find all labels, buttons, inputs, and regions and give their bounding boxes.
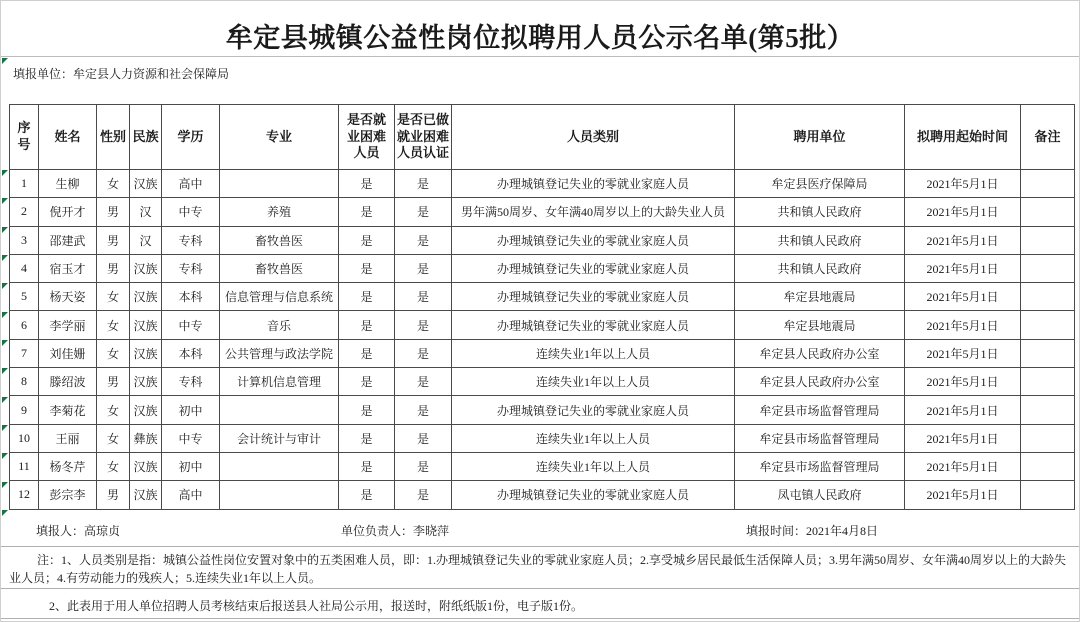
cell-is-certified: 是	[395, 396, 452, 424]
cell-education: 高中	[162, 481, 220, 509]
header-gender: 性别	[97, 105, 130, 170]
cell-is-certified: 是	[395, 368, 452, 396]
cell-remark	[1021, 226, 1075, 254]
cell-start-date: 2021年5月1日	[905, 283, 1021, 311]
cell-category: 连续失业1年以上人员	[452, 424, 735, 452]
cell-start-date: 2021年5月1日	[905, 311, 1021, 339]
cell-employer: 牟定县市场监督管理局	[735, 452, 905, 480]
table-row	[10, 368, 1075, 396]
cell-remark	[1021, 368, 1075, 396]
cell-is-difficulty: 是	[339, 452, 395, 480]
cell-employer: 共和镇人民政府	[735, 198, 905, 226]
cell-employer: 共和镇人民政府	[735, 226, 905, 254]
cell-remark	[1021, 452, 1075, 480]
cell-employer: 牟定县人民政府办公室	[735, 368, 905, 396]
cell-is-difficulty: 是	[339, 424, 395, 452]
cell-name: 杨冬芹	[39, 452, 97, 480]
cell-name: 彭宗李	[39, 481, 97, 509]
cell-name: 李菊花	[39, 396, 97, 424]
cell-remark	[1021, 481, 1075, 509]
table-row	[10, 339, 1075, 367]
cell-name: 李学丽	[39, 311, 97, 339]
cell-major	[220, 396, 339, 424]
cell-is-certified: 是	[395, 424, 452, 452]
table-row	[10, 198, 1075, 226]
cell-index: 2	[10, 198, 39, 226]
cell-gender: 男	[97, 226, 130, 254]
cell-major: 养殖	[220, 198, 339, 226]
cell-ethnicity: 汉族	[130, 396, 162, 424]
cell-ethnicity: 汉族	[130, 170, 162, 198]
cell-employer: 牟定县人民政府办公室	[735, 339, 905, 367]
header-is-certified: 是否已做就业困难人员认证	[395, 105, 452, 170]
cell-index: 9	[10, 396, 39, 424]
cell-name: 生柳	[39, 170, 97, 198]
cell-is-certified: 是	[395, 170, 452, 198]
cell-is-difficulty: 是	[339, 283, 395, 311]
cell-ethnicity: 汉族	[130, 339, 162, 367]
cell-major: 会计统计与审计	[220, 424, 339, 452]
cell-is-difficulty: 是	[339, 396, 395, 424]
excel-flag-icon	[2, 312, 8, 318]
cell-employer: 牟定县地震局	[735, 283, 905, 311]
cell-education: 本科	[162, 339, 220, 367]
cell-category: 办理城镇登记失业的零就业家庭人员	[452, 226, 735, 254]
cell-start-date: 2021年5月1日	[905, 368, 1021, 396]
excel-flag-icon	[2, 255, 8, 261]
cell-gender: 女	[97, 311, 130, 339]
cell-is-difficulty: 是	[339, 254, 395, 282]
cell-major: 音乐	[220, 311, 339, 339]
cell-start-date: 2021年5月1日	[905, 226, 1021, 254]
cell-category: 男年满50周岁、女年满40周岁以上的大龄失业人员	[452, 198, 735, 226]
cell-index: 10	[10, 424, 39, 452]
report-unit-label: 填报单位：牟定县人力资源和社会保障局	[13, 67, 230, 81]
excel-flag-icon	[2, 340, 8, 346]
cell-index: 3	[10, 226, 39, 254]
note-2: 2、此表用于用人单位招聘人员考核结束后报送县人社局公示用，报送时，附纸纸版1份，电子版1份。	[1, 589, 1080, 619]
cell-major	[220, 170, 339, 198]
header-row	[10, 105, 1075, 170]
cell-is-certified: 是	[395, 283, 452, 311]
cell-is-certified: 是	[395, 198, 452, 226]
cell-is-difficulty: 是	[339, 481, 395, 509]
table-row	[10, 254, 1075, 282]
cell-category: 办理城镇登记失业的零就业家庭人员	[452, 481, 735, 509]
cell-education: 中专	[162, 424, 220, 452]
excel-flag-icon	[2, 198, 8, 204]
cell-category: 办理城镇登记失业的零就业家庭人员	[452, 170, 735, 198]
cell-major	[220, 452, 339, 480]
cell-employer: 牟定县市场监督管理局	[735, 424, 905, 452]
cell-is-certified: 是	[395, 226, 452, 254]
cell-is-certified: 是	[395, 254, 452, 282]
cell-index: 11	[10, 452, 39, 480]
cell-index: 6	[10, 311, 39, 339]
cell-category: 办理城镇登记失业的零就业家庭人员	[452, 254, 735, 282]
cell-category: 连续失业1年以上人员	[452, 339, 735, 367]
cell-start-date: 2021年5月1日	[905, 339, 1021, 367]
cell-name: 倪开才	[39, 198, 97, 226]
cell-education: 专科	[162, 226, 220, 254]
cell-ethnicity: 彝族	[130, 424, 162, 452]
cell-major: 信息管理与信息系统	[220, 283, 339, 311]
cell-name: 滕绍波	[39, 368, 97, 396]
header-index: 序号	[10, 105, 39, 170]
cell-ethnicity: 汉族	[130, 283, 162, 311]
cell-ethnicity: 汉族	[130, 481, 162, 509]
header-name: 姓名	[39, 105, 97, 170]
cell-gender: 男	[97, 368, 130, 396]
header-employer: 聘用单位	[735, 105, 905, 170]
cell-remark	[1021, 198, 1075, 226]
header-major: 专业	[220, 105, 339, 170]
cell-index: 5	[10, 283, 39, 311]
table-row	[10, 170, 1075, 198]
cell-education: 高中	[162, 170, 220, 198]
cell-gender: 男	[97, 254, 130, 282]
cell-education: 初中	[162, 396, 220, 424]
cell-name: 王丽	[39, 424, 97, 452]
cell-major: 公共管理与政法学院	[220, 339, 339, 367]
cell-is-difficulty: 是	[339, 368, 395, 396]
cell-employer: 凤屯镇人民政府	[735, 481, 905, 509]
header-is-difficulty: 是否就业困难人员	[339, 105, 395, 170]
cell-gender: 女	[97, 283, 130, 311]
table-row	[10, 311, 1075, 339]
cell-start-date: 2021年5月1日	[905, 170, 1021, 198]
cell-remark	[1021, 339, 1075, 367]
table-row	[10, 481, 1075, 509]
cell-ethnicity: 汉族	[130, 311, 162, 339]
excel-flag-icon	[2, 397, 8, 403]
cell-education: 专科	[162, 368, 220, 396]
header-category: 人员类别	[452, 105, 735, 170]
cell-index: 12	[10, 481, 39, 509]
table-row	[10, 226, 1075, 254]
cell-is-difficulty: 是	[339, 226, 395, 254]
table-row	[10, 283, 1075, 311]
cell-is-certified: 是	[395, 481, 452, 509]
cell-is-difficulty: 是	[339, 198, 395, 226]
page-title: 牟定县城镇公益性岗位拟聘用人员公示名单(第5批）	[225, 23, 855, 53]
note-1: 注：1、人员类别是指：城镇公益性岗位安置对象中的五类困难人员，即：1.办理城镇登记失业的零就业家庭人员；2.享受城乡居民最低生活保障人员；3.男年满50周岁、女年满40周岁以上的大龄失业人员；4.有劳动能力的残疾人；5.连续失业1年以上人员。	[1, 547, 1080, 589]
cell-education: 中专	[162, 311, 220, 339]
filler-label: 填报人：高琼贞	[36, 524, 121, 538]
cell-index: 4	[10, 254, 39, 282]
cell-gender: 女	[97, 452, 130, 480]
cell-gender: 女	[97, 424, 130, 452]
cell-is-certified: 是	[395, 311, 452, 339]
cell-ethnicity: 汉族	[130, 452, 162, 480]
cell-gender: 女	[97, 170, 130, 198]
unit-head-label: 单位负责人：李晓萍	[341, 524, 450, 538]
cell-major: 畜牧兽医	[220, 226, 339, 254]
cell-education: 本科	[162, 283, 220, 311]
cell-gender: 女	[97, 339, 130, 367]
cell-start-date: 2021年5月1日	[905, 424, 1021, 452]
cell-start-date: 2021年5月1日	[905, 396, 1021, 424]
title-divider	[1, 56, 1079, 57]
excel-flag-icon	[2, 283, 8, 289]
cell-remark	[1021, 170, 1075, 198]
cell-index: 8	[10, 368, 39, 396]
cell-name: 刘佳姗	[39, 339, 97, 367]
excel-flag-icon	[2, 425, 8, 431]
cell-start-date: 2021年5月1日	[905, 254, 1021, 282]
cell-education: 初中	[162, 452, 220, 480]
cell-category: 办理城镇登记失业的零就业家庭人员	[452, 311, 735, 339]
table-row	[10, 396, 1075, 424]
cell-employer: 牟定县市场监督管理局	[735, 396, 905, 424]
table-row	[10, 424, 1075, 452]
cell-employer: 牟定县医疗保障局	[735, 170, 905, 198]
cell-remark	[1021, 424, 1075, 452]
cell-name: 宿玉才	[39, 254, 97, 282]
cell-major	[220, 481, 339, 509]
cell-major: 计算机信息管理	[220, 368, 339, 396]
header-start-date: 拟聘用起始时间	[905, 105, 1021, 170]
cell-gender: 女	[97, 396, 130, 424]
excel-flag-icon	[2, 368, 8, 374]
cell-is-difficulty: 是	[339, 170, 395, 198]
report-time-label: 填报时间：2021年4月8日	[746, 524, 879, 538]
cell-ethnicity: 汉族	[130, 368, 162, 396]
header-remark: 备注	[1021, 105, 1075, 170]
roster-table	[9, 104, 1075, 510]
excel-flag-icon	[2, 227, 8, 233]
cell-name: 杨天姿	[39, 283, 97, 311]
cell-remark	[1021, 254, 1075, 282]
cell-start-date: 2021年5月1日	[905, 452, 1021, 480]
cell-index: 1	[10, 170, 39, 198]
cell-major: 畜牧兽医	[220, 254, 339, 282]
cell-category: 连续失业1年以上人员	[452, 368, 735, 396]
cell-category: 办理城镇登记失业的零就业家庭人员	[452, 396, 735, 424]
cell-is-difficulty: 是	[339, 339, 395, 367]
cell-category: 连续失业1年以上人员	[452, 452, 735, 480]
cell-remark	[1021, 396, 1075, 424]
cell-education: 中专	[162, 198, 220, 226]
excel-flag-icon	[2, 170, 8, 176]
table-row	[10, 452, 1075, 480]
cell-ethnicity: 汉	[130, 226, 162, 254]
cell-employer: 共和镇人民政府	[735, 254, 905, 282]
excel-flag-icon	[2, 58, 8, 64]
excel-flag-icon	[2, 453, 8, 459]
cell-education: 专科	[162, 254, 220, 282]
cell-ethnicity: 汉族	[130, 254, 162, 282]
cell-index: 7	[10, 339, 39, 367]
cell-remark	[1021, 283, 1075, 311]
signature-row	[1, 509, 1080, 547]
cell-employer: 牟定县地震局	[735, 311, 905, 339]
cell-name: 邵建武	[39, 226, 97, 254]
cell-is-certified: 是	[395, 452, 452, 480]
header-ethnicity: 民族	[130, 105, 162, 170]
cell-remark	[1021, 311, 1075, 339]
cell-is-difficulty: 是	[339, 311, 395, 339]
cell-gender: 男	[97, 481, 130, 509]
cell-start-date: 2021年5月1日	[905, 198, 1021, 226]
cell-is-certified: 是	[395, 339, 452, 367]
cell-gender: 男	[97, 198, 130, 226]
cell-category: 办理城镇登记失业的零就业家庭人员	[452, 283, 735, 311]
cell-ethnicity: 汉	[130, 198, 162, 226]
excel-flag-icon	[2, 482, 8, 488]
cell-start-date: 2021年5月1日	[905, 481, 1021, 509]
header-education: 学历	[162, 105, 220, 170]
